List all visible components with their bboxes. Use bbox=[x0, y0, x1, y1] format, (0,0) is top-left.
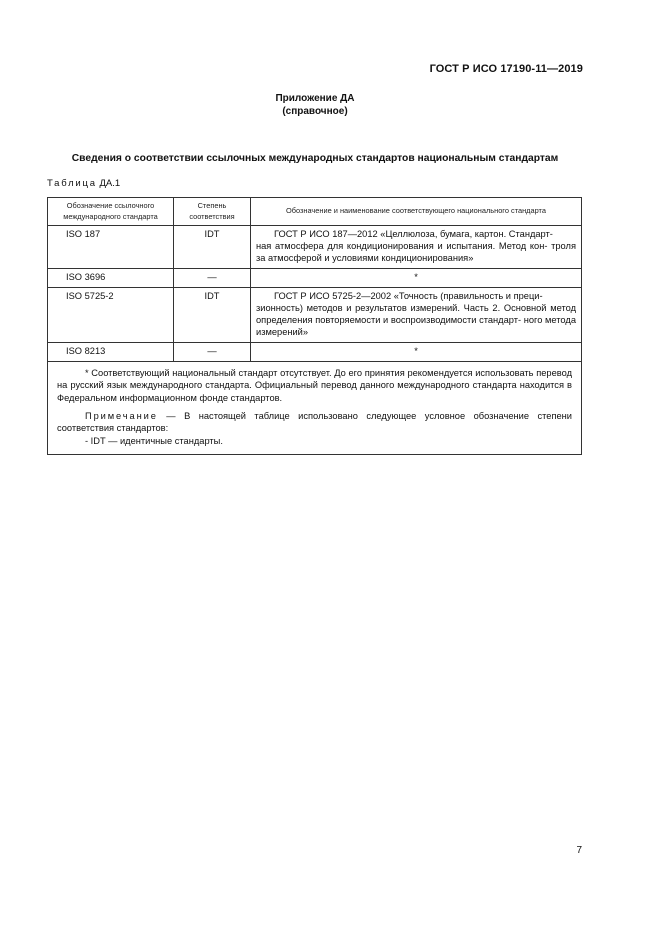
cell-code: ISO 3696 bbox=[48, 268, 174, 287]
cell-national-standard: * bbox=[251, 268, 582, 287]
cell-national-standard bbox=[251, 226, 582, 269]
page-number: 7 bbox=[576, 845, 582, 856]
note-label: Примечание bbox=[85, 411, 158, 422]
table-caption-word: Таблица bbox=[47, 178, 97, 189]
table-footnote-row bbox=[48, 361, 582, 454]
cell-national-standard: * bbox=[251, 342, 582, 361]
table-footnote-cell bbox=[48, 361, 582, 454]
table-row bbox=[48, 342, 582, 361]
cell-code: ISO 5725-2 bbox=[48, 287, 174, 342]
cell-degree: — bbox=[174, 268, 251, 287]
cell-degree: IDT bbox=[174, 287, 251, 342]
annex-heading bbox=[0, 92, 630, 118]
footnote-text: * Соответствующий национальный стандарт отсутствует. До его принятия рекомендуется использовать перевод на русский язык международного стандарта. Официальный перевод данного международного стандарта находится в Федеральном информационном фонде стандартов. bbox=[57, 367, 572, 403]
cell-text-line: ГОСТ Р ИСО 5725-2—2002 «Точность (правильность и преци- bbox=[274, 290, 543, 301]
table-caption bbox=[47, 178, 120, 189]
cell-text-rest: ная атмосфера для кондиционирования и испытания. Метод кон- троля за атмосферой и условиями кондиционирования» bbox=[256, 241, 576, 264]
header-degree: Степень соответствия bbox=[174, 198, 251, 226]
table-row bbox=[48, 268, 582, 287]
cell-text-rest: зионность) методов и результатов измерений. Часть 2. Основной метод определения повторяемости и воспроизводимости стандарт- ного метода измерений» bbox=[256, 303, 576, 338]
table-row bbox=[48, 287, 582, 342]
cell-national-standard bbox=[251, 287, 582, 342]
cell-degree: IDT bbox=[174, 226, 251, 269]
note-item: - IDT — идентичные стандарты. bbox=[85, 435, 223, 446]
table-header-row bbox=[48, 198, 582, 226]
annex-subtitle: (справочное) bbox=[282, 106, 348, 117]
table-caption-id: ДА.1 bbox=[99, 178, 121, 189]
cell-code: ISO 8213 bbox=[48, 342, 174, 361]
cell-text-line: ГОСТ Р ИСО 187—2012 «Целлюлоза, бумага, картон. Стандарт- bbox=[274, 229, 553, 239]
cell-degree: — bbox=[174, 342, 251, 361]
header-national-standard: Обозначение и наименование соответствующего национального стандарта bbox=[251, 198, 582, 226]
section-title: Сведения о соответствии ссылочных международных стандартов национальным стандартам bbox=[71, 153, 559, 164]
document-code: ГОСТ Р ИСО 17190-11—2019 bbox=[429, 63, 583, 75]
header-reference-standard: Обозначение ссылочного международного стандарта bbox=[48, 198, 174, 226]
note-paragraph bbox=[57, 410, 572, 435]
standards-table bbox=[47, 197, 582, 455]
annex-title: Приложение ДА bbox=[275, 93, 355, 104]
note-text: — В настоящей таблице использовано следующее условное обозначение степени соответствия стандартов: bbox=[57, 411, 572, 434]
table-row bbox=[48, 226, 582, 269]
cell-code: ISO 187 bbox=[48, 226, 174, 269]
